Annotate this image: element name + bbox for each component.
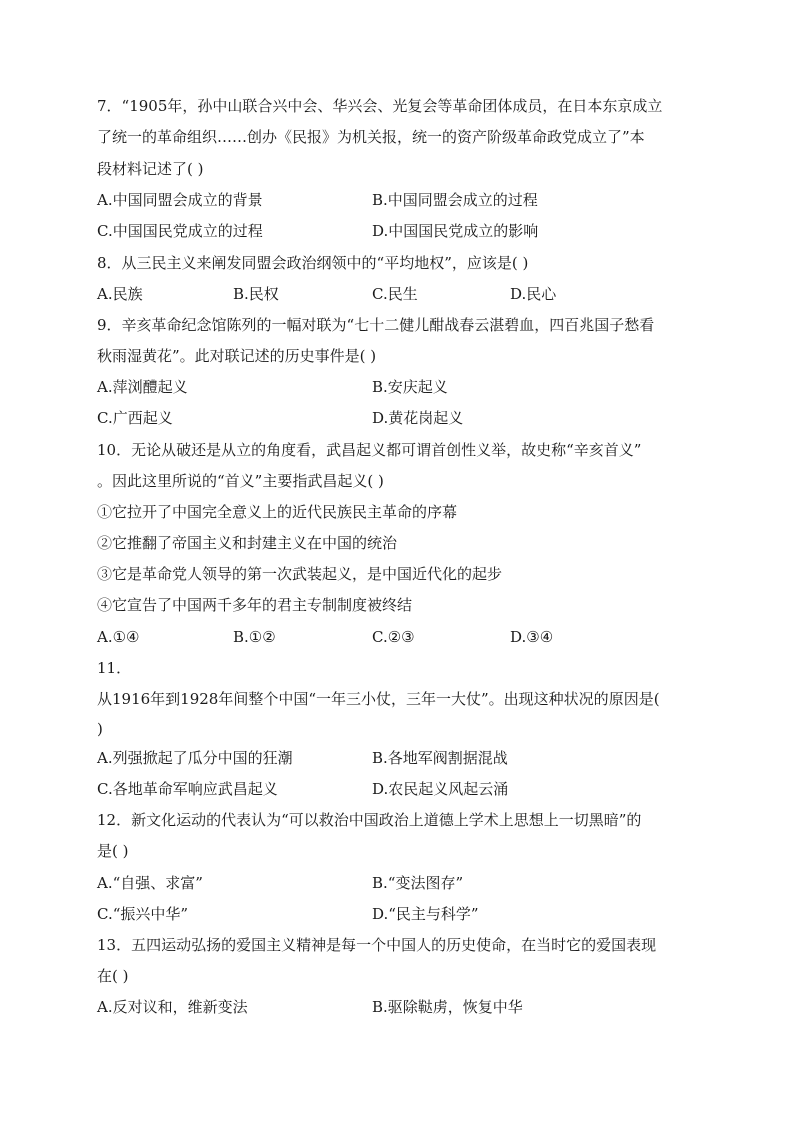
q9-option-b: B.安庆起义	[372, 378, 448, 396]
q13-option-a: A.反对议和，维新变法	[97, 998, 248, 1016]
q10-line-1: 10．无论从破还是从立的角度看，武昌起义都可谓首创性义举，故史称“辛亥首义”	[97, 441, 642, 459]
q7-line-3: 段材料记述了( )	[97, 160, 204, 178]
q10-statement-1: ①它拉开了中国完全意义上的近代民族民主革命的序幕	[97, 503, 458, 521]
q11-option-b: B.各地军阀割据混战	[372, 749, 508, 767]
q8-option-a: A.民族	[97, 285, 143, 303]
q11-option-a: A.列强掀起了瓜分中国的狂潮	[97, 749, 293, 767]
q8-option-c: C.民生	[372, 285, 418, 303]
q12-option-a: A.“自强、求富”	[97, 874, 203, 892]
q7-line-1: 7．“1905年，孙中山联合兴中会、华兴会、光复会等革命团体成员，在日本东京成立	[97, 97, 663, 115]
q8-option-b: B.民权	[233, 285, 279, 303]
q10-option-b: B.①②	[233, 628, 276, 646]
q9-option-c: C.广西起义	[97, 409, 173, 427]
q10-statement-2: ②它推翻了帝国主义和封建主义在中国的统治	[97, 534, 398, 552]
q12-line-2: 是( )	[97, 842, 129, 860]
q12-option-c: C.“振兴中华”	[97, 905, 189, 923]
q12-line-1: 12．新文化运动的代表认为“可以救治中国政治上道德上学术上思想上一切黑暗”的	[97, 811, 642, 829]
q10-statement-4: ④它宣告了中国两千多年的君主专制制度被终结	[97, 596, 413, 614]
q13-option-b: B.驱除鞑虏，恢复中华	[372, 998, 523, 1016]
q9-option-a: A.萍浏醴起义	[97, 378, 188, 396]
q13-line-1: 13．五四运动弘扬的爱国主义精神是每一个中国人的历史使命，在当时它的爱国表现	[97, 936, 657, 954]
q9-option-d: D.黄花岗起义	[372, 409, 464, 427]
q7-option-d: D.中国国民党成立的影响	[372, 222, 539, 240]
q8-option-d: D.民心	[510, 285, 557, 303]
q10-statement-3: ③它是革命党人领导的第一次武装起义，是中国近代化的起步	[97, 565, 503, 583]
q11-option-d: D.农民起义风起云涌	[372, 780, 509, 798]
q10-option-c: C.②③	[372, 628, 415, 646]
q10-option-d: D.③④	[510, 628, 554, 646]
q11-line-1: 11．	[97, 659, 132, 677]
q13-line-2: 在( )	[97, 967, 129, 985]
q8-line-1: 8．从三民主义来阐发同盟会政治纲领中的“平均地权”，应该是( )	[97, 254, 529, 272]
q9-line-1: 9．辛亥革命纪念馆陈列的一幅对联为“七十二健儿酣战春云湛碧血，四百兆国子愁看	[97, 316, 655, 334]
q7-option-c: C.中国国民党成立的过程	[97, 222, 263, 240]
q11-line-3: )	[97, 720, 103, 738]
q11-option-c: C.各地革命军响应武昌起义	[97, 780, 278, 798]
q7-option-b: B.中国同盟会成立的过程	[372, 191, 538, 209]
q11-line-2: 从1916年到1928年间整个中国“一年三小仗，三年一大仗”。出现这种状况的原因是(	[97, 690, 660, 708]
q12-option-d: D.“民主与科学”	[372, 905, 479, 923]
q7-line-2: 了统一的革命组织……创办《民报》为机关报，统一的资产阶级革命政党成立了”本	[97, 128, 645, 146]
q9-line-2: 秋雨湿黄花”。此对联记述的历史事件是( )	[97, 347, 377, 365]
q10-line-2: 。因此这里所说的“首义”主要指武昌起义( )	[97, 472, 384, 490]
q7-option-a: A.中国同盟会成立的背景	[97, 191, 263, 209]
q12-option-b: B.“变法图存”	[372, 874, 464, 892]
q10-option-a: A.①④	[97, 628, 140, 646]
